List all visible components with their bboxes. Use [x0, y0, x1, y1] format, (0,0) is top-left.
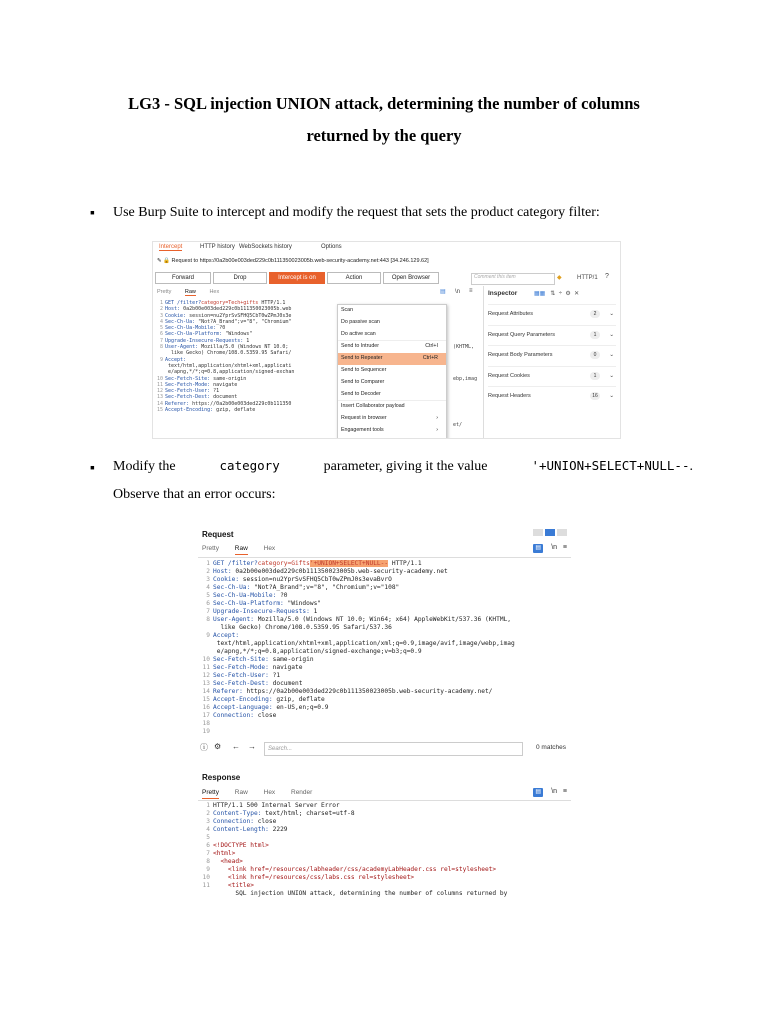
request-line — [200, 688, 515, 696]
context-menu-label: Do active scan — [341, 330, 376, 337]
code-key: Host: — [213, 568, 232, 575]
html-tag: <link href=/resources/labheader/css/academyLabHeader.css rel=stylesheet> — [213, 866, 497, 873]
line-number: 8 — [159, 344, 163, 351]
request-line — [200, 704, 515, 712]
menu-icon[interactable]: ≡ — [469, 288, 473, 294]
code-rest: e/apng,*/*;q=0.8,application/signed-exchange;v=b3;q=0.9 — [213, 648, 422, 655]
line-number: 6 — [206, 600, 210, 607]
line-number: 9 — [206, 866, 210, 873]
code-rest: navigate — [268, 664, 303, 671]
line-number: 8 — [206, 858, 210, 865]
code-key: Content-Type: — [213, 810, 262, 817]
request-tab-hex[interactable]: Hex — [263, 545, 276, 552]
code-key: Sec-Fetch-Mode: — [213, 664, 269, 671]
request-url: Request to https://0a2b00e003ded229c0b111350023005b.web-security-academy.net:443 [34.246.129.62] — [171, 258, 429, 264]
context-menu-label: Insert Collaborator payload — [341, 403, 405, 410]
code-rest: text/html; charset=utf-8 — [261, 810, 355, 817]
code-key: Upgrade-Insecure-Requests: — [165, 337, 244, 344]
line-number: 10 — [202, 874, 210, 881]
code-rest: Mozilla/5.0 (Windows NT 10.0; — [198, 344, 289, 351]
request-line — [200, 672, 515, 680]
code-rest: HTTP/1.1 500 Internal Server Error — [213, 802, 340, 809]
request-line — [200, 680, 515, 688]
format-icon[interactable]: ▤ — [440, 289, 446, 295]
line-number: 3 — [206, 818, 210, 825]
line-number: 14 — [156, 400, 163, 407]
line-number: 11 — [202, 664, 210, 671]
response-line — [200, 810, 507, 818]
layout-icon[interactable]: ▦▦ — [534, 291, 546, 297]
newline-toggle[interactable]: \n — [551, 544, 558, 551]
line-number: 1 — [159, 300, 163, 306]
inspector-row[interactable] — [488, 304, 616, 323]
subtab-raw[interactable]: Raw — [184, 289, 196, 295]
code-key: Sec-Fetch-Site: — [213, 656, 269, 663]
context-menu-item[interactable] — [338, 305, 446, 317]
line-number: 11 — [202, 882, 210, 889]
code-rest: https://0a2b00e003ded229c0b111350023005b.web-security-academy.net/ — [242, 688, 493, 695]
code-rest: document — [210, 394, 238, 401]
request-tab-raw[interactable]: Raw — [235, 545, 248, 555]
code-rest: https://0a2b00e003ded229c0b111350 — [189, 400, 292, 407]
request-line — [200, 600, 515, 608]
search-input[interactable]: Search... — [264, 742, 523, 756]
response-editor[interactable] — [200, 802, 507, 898]
response-tab-hex[interactable]: Hex — [263, 789, 276, 796]
request-line — [200, 608, 515, 616]
bullet2-text-a: Modify the — [113, 459, 176, 474]
code-rest: ?0 — [276, 592, 288, 599]
inspector-row-label: Request Cookies — [488, 372, 530, 379]
comment-input[interactable]: Comment this item — [471, 273, 555, 285]
line-number: 4 — [159, 318, 163, 325]
open-browser-button[interactable]: Open Browser — [383, 272, 439, 284]
request-panel-title: Request — [202, 530, 234, 539]
request-line — [200, 584, 515, 592]
line-number: 13 — [156, 394, 163, 401]
proxy-tabs — [153, 242, 620, 254]
http-version-label[interactable]: HTTP/1 — [577, 275, 598, 281]
view-split-vertical-icon[interactable] — [545, 529, 555, 536]
context-menu-label: Engagement tools — [341, 426, 384, 433]
line-number: 14 — [202, 688, 210, 695]
bullet-marker: ▪ — [90, 206, 95, 221]
request-line — [200, 664, 515, 672]
response-line — [200, 826, 507, 834]
code-rest: text/html,application/xhtml+xml,application/xml;q=0.9,image/avif,image/webp,imag — [213, 640, 515, 647]
line-number: 3 — [206, 576, 210, 583]
action-button[interactable]: Action — [327, 272, 381, 284]
code-rest: HTTP/1.1 — [388, 560, 422, 567]
code-key: Host: — [165, 306, 181, 313]
line-number: 2 — [159, 306, 163, 313]
request-line — [200, 576, 515, 584]
settings-icon[interactable]: ⚙ — [214, 742, 222, 751]
code-key: Accept-Encoding: — [165, 407, 214, 414]
help-icon[interactable]: ⓘ — [200, 743, 208, 752]
tab-intercept[interactable]: Intercept — [159, 244, 183, 250]
page-title-line2: returned by the query — [306, 126, 462, 145]
code-key: Sec-Ch-Ua-Platform: — [165, 331, 223, 338]
inspector-toolbar — [534, 290, 579, 297]
code-rest: like Gecko) Chrome/108.0.5359.95 Safari/ — [165, 350, 292, 357]
code-key: Cookie: — [165, 312, 187, 319]
inspector-row-count: 0 — [590, 351, 600, 359]
line-number: 10 — [202, 656, 210, 663]
divide-icon[interactable]: ÷ — [557, 291, 563, 297]
context-menu-item[interactable] — [338, 353, 446, 365]
html-tag: <head> — [213, 858, 243, 865]
context-menu-label: Do passive scan — [341, 318, 380, 325]
code-param: category=Tech+gifts — [201, 300, 259, 306]
context-menu — [337, 304, 447, 439]
newline-toggle[interactable]: \n — [551, 788, 558, 795]
code-key: Upgrade-Insecure-Requests: — [213, 608, 310, 615]
html-tag: <html> — [213, 850, 236, 857]
forward-button[interactable]: Forward — [155, 272, 211, 284]
line-number: 11 — [156, 381, 163, 388]
code-rest: e/apng,*/*;q=0.8,application/signed-exchan — [165, 369, 295, 376]
subtab-pretty[interactable]: Pretty — [157, 289, 172, 295]
context-menu-item[interactable] — [338, 400, 446, 413]
inspector-row-label: Request Body Parameters — [488, 352, 553, 358]
code-rest: ?1 — [268, 672, 281, 679]
context-menu-shortcut: Ctrl+R — [422, 355, 438, 362]
request-line — [200, 712, 515, 720]
context-menu-label: Send to Comparer — [341, 378, 385, 385]
code-key: Sec-Fetch-User: — [213, 672, 269, 679]
inspector-panel — [483, 286, 621, 438]
context-menu-item[interactable] — [338, 389, 446, 401]
request-line — [200, 696, 515, 704]
bullet1-text: Use Burp Suite to intercept and modify the request that sets the product category filter: — [113, 205, 600, 220]
inspector-row-label: Request Headers — [488, 393, 531, 399]
code-rest: "Windows" — [222, 331, 253, 338]
response-subtabs — [202, 789, 326, 799]
line-number: 5 — [159, 325, 163, 332]
code-rest: Mozilla/5.0 (Windows NT 10.0; Win64; x64) AppleWebKit/537.36 (KHTML, — [253, 616, 512, 623]
code-rest: 2229 — [268, 826, 288, 833]
context-menu-label: Request in browser — [341, 415, 387, 422]
code-key: Sec-Ch-Ua-Platform: — [213, 600, 284, 607]
code-key: Sec-Fetch-Dest: — [165, 394, 211, 401]
code-key: Connection: — [213, 818, 254, 825]
inspector-row[interactable] — [488, 386, 616, 405]
line-number: 2 — [206, 810, 210, 817]
chevron-down-icon[interactable]: ⌄ — [609, 311, 614, 317]
line-number: 15 — [202, 696, 210, 703]
request-line — [200, 656, 515, 664]
burp-repeater-screenshot — [198, 517, 571, 908]
request-editor[interactable] — [200, 560, 515, 736]
inspector-row-count: 2 — [590, 310, 600, 318]
response-line — [200, 818, 507, 826]
context-menu-item[interactable] — [338, 317, 446, 329]
context-menu-item[interactable] — [338, 365, 446, 377]
code-param: category=Gifts — [257, 560, 310, 567]
chevron-down-icon[interactable]: ⌄ — [609, 372, 614, 379]
inspector-row[interactable] — [488, 325, 616, 344]
code-key: Sec-Ch-Ua-Mobile: — [165, 325, 217, 332]
request-line — [200, 592, 515, 600]
line-number: 15 — [156, 407, 163, 414]
drop-button[interactable]: Drop — [213, 272, 267, 284]
bullet2-text-c: . — [689, 459, 693, 474]
code-key: Sec-Ch-Ua-Mobile: — [213, 592, 277, 599]
bullet2-code-payload: '+UNION+SELECT+NULL-- — [531, 458, 690, 473]
back-arrow-icon[interactable]: ← — [232, 742, 240, 751]
request-subtabs — [202, 545, 289, 555]
code-key: User-Agent: — [213, 616, 254, 623]
request-line — [200, 632, 515, 640]
code-key: GET /filter? — [213, 560, 258, 567]
tab-options[interactable]: Options — [321, 244, 342, 250]
inspector-row-label: Request Query Parameters — [488, 331, 555, 338]
highlight-icon[interactable]: ◆ — [557, 275, 562, 281]
inspector-row-count: 1 — [590, 331, 600, 339]
code-rest: ?0 — [216, 325, 226, 332]
line-number: 16 — [202, 704, 210, 711]
code-rest: gzip, deflate — [213, 407, 256, 414]
menu-icon[interactable]: ≡ — [562, 544, 567, 551]
line-number: 17 — [202, 712, 210, 719]
line-number: 9 — [159, 356, 163, 363]
code-key: Accept-Language: — [213, 704, 273, 711]
inspector-row-count: 16 — [590, 392, 600, 400]
line-number: 7 — [206, 608, 210, 615]
request-line — [200, 616, 515, 624]
tab-http-history[interactable]: HTTP history — [200, 244, 235, 250]
line-number: 2 — [206, 568, 210, 575]
request-line — [200, 728, 515, 736]
code-overflow-9: ebp,imag — [453, 376, 478, 382]
line-number: 4 — [206, 826, 210, 833]
code-rest: "Windows" — [283, 600, 322, 607]
code-overflow-14: et/ — [453, 422, 463, 428]
line-number: 12 — [156, 388, 163, 395]
chevron-down-icon[interactable]: ⌄ — [609, 331, 614, 338]
line-number: 1 — [206, 560, 210, 567]
code-key: Cookie: — [213, 576, 240, 583]
context-menu-item[interactable] — [338, 340, 446, 353]
code-rest: gzip, deflate — [272, 696, 325, 703]
code-rest: "Not?A_Brand";v="8", "Chromium" — [195, 318, 292, 325]
code-rest: same-origin — [268, 656, 314, 663]
tab-websockets-history[interactable]: WebSockets history — [239, 244, 292, 250]
chevron-down-icon[interactable]: ⌄ — [609, 352, 614, 358]
code-rest: session=nu2YprSvSFHQ5CbT0wZPmJ0s3evaBvrO — [239, 576, 392, 583]
inspector-row-count: 1 — [590, 372, 600, 380]
code-key: Accept: — [213, 632, 240, 639]
response-line — [200, 882, 507, 890]
request-url-row — [157, 258, 429, 264]
menu-icon[interactable]: ≡ — [562, 788, 567, 795]
request-editor-buttons — [533, 544, 567, 553]
bullet-marker-2: ▪ — [90, 461, 95, 476]
context-menu-label: Send to Repeater — [341, 355, 383, 362]
context-menu-item[interactable] — [338, 425, 446, 437]
code-overflow-8: (KHTML, — [453, 344, 475, 350]
code-key: Content-Length: — [213, 826, 269, 833]
code-key: Referer: — [213, 688, 243, 695]
line-number: 6 — [206, 842, 210, 849]
code-key: Sec-Ch-Ua: — [165, 318, 196, 325]
response-tab-render[interactable]: Render — [291, 789, 313, 796]
search-bar — [200, 742, 568, 756]
settings-icon[interactable]: ⚙ — [563, 291, 571, 297]
response-line — [200, 842, 507, 850]
inspector-title: Inspector — [488, 290, 518, 297]
newline-toggle[interactable]: \n — [455, 289, 461, 295]
code-rest: 1 — [309, 608, 318, 615]
html-tag: <title> — [213, 882, 254, 889]
forward-arrow-icon[interactable]: → — [248, 742, 256, 751]
code-rest: close — [253, 712, 277, 719]
code-rest: ?1 — [210, 388, 220, 395]
line-number: 5 — [206, 834, 210, 841]
match-count: 0 matches — [536, 744, 566, 751]
response-line — [200, 834, 507, 842]
context-menu-item[interactable] — [338, 377, 446, 389]
code-key: GET /filter? — [165, 300, 202, 306]
line-number: 12 — [202, 672, 210, 679]
request-line — [200, 568, 515, 576]
inspector-row-label: Request Attributes — [488, 311, 533, 317]
context-menu-label: Send to Intruder — [341, 343, 379, 350]
code-key: Sec-Ch-Ua: — [213, 584, 251, 591]
context-menu-label: Send to Decoder — [341, 390, 381, 397]
context-menu-shortcut: Ctrl+I — [425, 343, 438, 350]
request-line — [200, 624, 515, 632]
response-line — [200, 858, 507, 866]
context-menu-shortcut: › — [436, 426, 438, 433]
code-key: Sec-Fetch-Site: — [165, 375, 211, 382]
bullet2-text-b: parameter, giving it the value — [323, 459, 488, 474]
code-rest: navigate — [210, 381, 238, 388]
response-tab-raw[interactable]: Raw — [234, 789, 248, 796]
code-key: Sec-Fetch-Dest: — [213, 680, 269, 687]
html-tag: <link href=/resources/css/labs.css rel=stylesheet> — [213, 874, 415, 881]
code-key: Accept: — [165, 356, 187, 363]
code-rest: 1 — [243, 337, 250, 344]
line-number: 3 — [159, 312, 163, 319]
code-rest: like Gecko) Chrome/108.0.5359.95 Safari/537.36 — [213, 624, 392, 631]
lock-icon: 🔒 — [163, 258, 170, 264]
format-icon[interactable]: ▤ — [533, 788, 543, 797]
line-number: 4 — [206, 584, 210, 591]
context-menu-label: Scan — [341, 307, 354, 313]
response-line — [200, 802, 507, 810]
response-editor-buttons — [533, 788, 567, 797]
code-rest: same-origin — [210, 375, 247, 382]
line-number: 6 — [159, 331, 163, 338]
code-key: Accept-Encoding: — [213, 696, 273, 703]
context-menu-item[interactable] — [338, 413, 446, 425]
view-toggle — [531, 523, 567, 541]
view-split-horizontal-icon[interactable] — [533, 529, 543, 536]
line-number: 8 — [206, 616, 210, 623]
format-icon[interactable]: ▤ — [533, 544, 543, 553]
inspector-row[interactable] — [488, 345, 616, 364]
html-tag: <!DOCTYPE html> — [213, 842, 269, 849]
request-line — [200, 648, 515, 656]
code-key: Sec-Fetch-User: — [165, 388, 211, 395]
code-key: Referer: — [165, 400, 190, 407]
bullet2-line2: Observe that an error occurs: — [113, 487, 276, 502]
code-rest: document — [268, 680, 303, 687]
code-rest: 0a2b00e003ded229c0b111350023005b.web — [180, 306, 292, 313]
request-tab-pretty[interactable]: Pretty — [202, 545, 219, 552]
context-menu-shortcut: › — [436, 415, 438, 422]
response-line — [200, 874, 507, 882]
response-line — [200, 866, 507, 874]
code-key: Connection: — [213, 712, 254, 719]
subtab-hex[interactable]: Hex — [209, 289, 220, 295]
line-number: 9 — [206, 632, 210, 639]
code-rest: session=nu2YprSvSFHQ5CbT0wZPmJ0s3e — [186, 312, 292, 319]
burp-intercept-screenshot — [152, 241, 621, 439]
bullet2-code-category: category — [219, 458, 280, 473]
code-key: User-Agent: — [165, 344, 199, 351]
line-number: 18 — [202, 720, 210, 727]
line-number: 13 — [202, 680, 210, 687]
request-line — [200, 640, 515, 648]
bullet2-line1 — [113, 458, 693, 475]
response-tab-pretty[interactable]: Pretty — [202, 789, 219, 799]
close-icon[interactable]: ✕ — [572, 291, 580, 297]
editor-subtabs — [157, 289, 231, 295]
line-number: 7 — [159, 337, 163, 344]
response-line — [200, 850, 507, 858]
page-title-line1: LG3 - SQL injection UNION attack, determining the number of columns — [128, 94, 640, 113]
code-rest: SQL injection UNION attack, determining the number of columns returned by — [213, 890, 508, 897]
request-line — [200, 720, 515, 728]
code-rest: HTTP/1.1 — [258, 300, 286, 306]
code-rest: en-US,en;q=0.9 — [272, 704, 329, 711]
inspector-row[interactable] — [488, 366, 616, 385]
line-number: 1 — [206, 802, 210, 809]
response-line — [200, 890, 507, 898]
context-menu-label: Send to Sequencer — [341, 366, 387, 373]
pencil-icon[interactable]: ✎ — [157, 258, 162, 264]
response-panel-title: Response — [202, 773, 241, 782]
code-rest: "Not?A_Brand";v="8", "Chromium";v="108" — [250, 584, 400, 591]
code-rest: text/html,application/xhtml+xml,applicati — [165, 362, 292, 369]
code-key: Sec-Fetch-Mode: — [165, 381, 211, 388]
line-number: 5 — [206, 592, 210, 599]
intercept-toggle-button[interactable]: Intercept is on — [269, 272, 325, 284]
context-menu-item[interactable] — [338, 329, 446, 341]
help-icon[interactable]: ? — [605, 273, 609, 280]
line-number: 7 — [206, 850, 210, 857]
view-tabs-icon[interactable] — [557, 529, 567, 536]
code-rest: close — [253, 818, 277, 825]
sort-icon[interactable]: ⇅ — [547, 291, 556, 297]
line-number: 10 — [156, 375, 163, 382]
injected-payload: '+UNION+SELECT+NULL-- — [309, 560, 389, 567]
code-rest: 0a2b00e003ded229c0b111350023005b.web-security-academy.net — [231, 568, 448, 575]
request-line — [200, 560, 515, 568]
chevron-down-icon[interactable]: ⌄ — [609, 393, 614, 399]
line-number: 19 — [202, 728, 210, 735]
